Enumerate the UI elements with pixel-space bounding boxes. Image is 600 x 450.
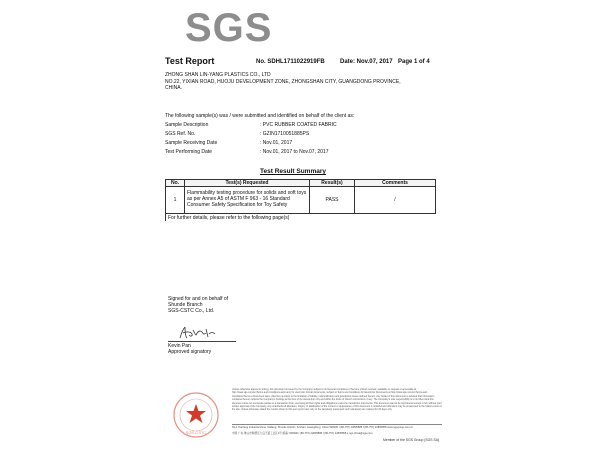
signature-line bbox=[168, 341, 236, 342]
footer-rule bbox=[232, 424, 442, 425]
summary-table bbox=[165, 179, 436, 221]
sample-info-table bbox=[165, 120, 465, 156]
info-value: : GZIN1710051885PS bbox=[260, 130, 310, 137]
info-row bbox=[165, 138, 465, 147]
signed-line-1: Signed for and on behalf of bbox=[168, 296, 229, 302]
col-result: Result(s) bbox=[310, 180, 355, 187]
info-value: : Nov.01, 2017 bbox=[260, 139, 293, 146]
report-date: Date: Nov.07, 2017 bbox=[340, 59, 393, 65]
report-number: No. SDHL1711022919FB bbox=[256, 59, 325, 65]
handwritten-signature bbox=[178, 325, 218, 341]
summary-footer: For further details, please refer to the following page(s) bbox=[166, 214, 436, 222]
client-block bbox=[165, 72, 465, 92]
signatory-name: Kevin Pan bbox=[168, 343, 191, 349]
summary-title: Test Result Summary bbox=[260, 168, 326, 175]
report-title: Test Report bbox=[165, 56, 215, 66]
client-address-1: NO.22, YIXIAN ROAD, HUOJU DEVELOPMENT ZONE, ZHONGSHAN CITY, GUANGDONG PROVINCE, bbox=[165, 78, 401, 85]
signed-line-3: SGS-CSTC Co., Ltd. bbox=[168, 308, 215, 314]
col-test: Test(s) Requested bbox=[185, 180, 310, 187]
member-text: Member of the SGS Group (SGS SA) bbox=[383, 438, 440, 442]
cell-test: Flammability testing procedure for solids and soft toys as per Annex A5 of ASTM F 963 - 16 Standard Consumer Safety Specification for Toy Safety bbox=[185, 187, 310, 214]
info-value: : Nov.01, 2017 to Nov.07, 2017 bbox=[260, 148, 329, 155]
terms-fine-print: Unless otherwise agreed in writing, this document is issued by the Company subject to its General Conditions of Service printed overleaf, available on request or accessible at http://www.sgs.com/en/Terms-and-Conditions.aspx and, for electronic format documents, subject to Terms and Conditions for Electronic Documents at http://www.sgs.com/en/Terms-and-Conditions/Terms-e-Document.aspx. Attention is drawn to the limitation of liability, indemnification and jurisdiction issues defined therein. Any holder of this document is advised that information contained hereon reflects the Company's findings at the time of its intervention only and within the limits of Client's instructions, if any. The Company's sole responsibility is to its Client and this document does not exonerate parties to a transaction from exercising all their rights and obligations under the transaction documents. This document cannot be reproduced except in full, without prior written approval of the Company. Any unauthorized alteration, forgery or falsification of the content or appearance of this document is unlawful and offenders may be prosecuted to the fullest extent of the law. Unless otherwise stated the results shown in this test report refer only to the sample(s) tested and such sample(s) are retained for 30 days only. bbox=[232, 388, 442, 412]
info-value: : PVC RUBBER COATED FABRIC bbox=[260, 121, 337, 128]
signed-for bbox=[168, 296, 228, 314]
summary-header-row bbox=[166, 180, 436, 187]
signatory-role: Approved signatory bbox=[168, 349, 212, 355]
client-name: ZHONG SHAN LIN-YANG PLASTICS CO., LTD bbox=[165, 72, 271, 78]
info-label: SGS Ref. No. bbox=[165, 130, 196, 137]
company-seal-stamp bbox=[168, 390, 224, 440]
svg-text:SGS-CSTC: SGS-CSTC bbox=[185, 430, 207, 435]
sgs-logo: SGS bbox=[185, 6, 273, 50]
col-comments: Comments bbox=[355, 180, 436, 187]
info-label: Test Performing Date bbox=[165, 148, 212, 155]
summary-footer-row bbox=[166, 214, 436, 222]
address-en: No.1 Tianfeng Industrial Zone, Daliang, Shunde District, Foshan, Guangdong, China 528300 t (86-757) 22805888 f (86-757) 22805858 www.sgsgroup.com.cn bbox=[232, 426, 414, 429]
col-no: No. bbox=[166, 180, 185, 187]
signed-line-2: Shunde Branch bbox=[168, 302, 203, 308]
info-label: Sample Receiving Date bbox=[165, 139, 218, 146]
client-address-2: CHINA. bbox=[165, 85, 182, 91]
signatory-block bbox=[168, 343, 211, 355]
intro-text: The following sample(s) was / were submitted and identified on behalf of the client as: bbox=[165, 113, 355, 119]
info-row bbox=[165, 129, 465, 138]
table-row bbox=[166, 187, 436, 214]
cell-no: 1 bbox=[166, 187, 185, 214]
cell-comments: / bbox=[355, 187, 436, 214]
info-row bbox=[165, 147, 465, 156]
page-number: Page 1 of 4 bbox=[398, 59, 430, 65]
info-label: Sample Description bbox=[165, 121, 209, 128]
cell-result: PASS bbox=[310, 187, 355, 214]
address-cn: 中国·广东·佛山市顺德区大良天富工业区1号 邮编: 528300 t (86-757) 22805888 f (86-757) 22805858 e sgs.china@sgs.com bbox=[232, 432, 373, 435]
info-row bbox=[165, 120, 465, 129]
